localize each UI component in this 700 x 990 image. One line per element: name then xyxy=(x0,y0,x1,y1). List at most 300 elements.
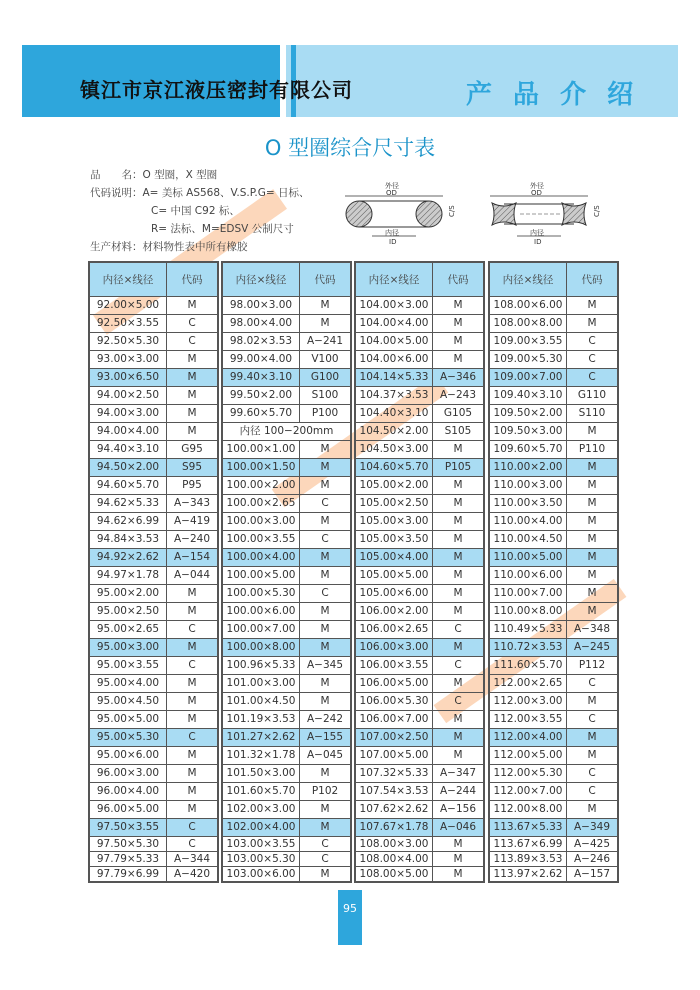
code-cell: M xyxy=(433,549,485,567)
table-row xyxy=(489,495,618,513)
table-header-row xyxy=(89,262,218,297)
size-cell: 110.00×5.00 xyxy=(489,549,567,567)
size-cell: 101.60×5.70 xyxy=(222,783,300,801)
code-cell: P105 xyxy=(433,459,485,477)
size-cell: 94.40×3.10 xyxy=(89,441,167,459)
code-cell: M xyxy=(167,801,219,819)
cs-label: C/S xyxy=(448,205,456,217)
code-cell: M xyxy=(567,747,619,765)
code-cell: G100 xyxy=(300,369,352,387)
table-row xyxy=(489,621,618,639)
column-header-size: 内径×线径 xyxy=(489,262,567,297)
size-cell: 113.67×5.33 xyxy=(489,819,567,837)
table-row xyxy=(355,747,484,765)
size-cell: 96.00×4.00 xyxy=(89,783,167,801)
code-cell: A−241 xyxy=(300,333,352,351)
code-cell: M xyxy=(567,603,619,621)
size-cell: 106.00×2.00 xyxy=(355,603,433,621)
size-cell: 109.00×7.00 xyxy=(489,369,567,387)
code-cell: M xyxy=(167,711,219,729)
size-cell: 98.00×4.00 xyxy=(222,315,300,333)
size-cell: 101.00×3.00 xyxy=(222,675,300,693)
size-cell: 94.00×4.00 xyxy=(89,423,167,441)
size-cell: 95.00×3.00 xyxy=(89,639,167,657)
table-row xyxy=(222,675,351,693)
code-cell: S110 xyxy=(567,405,619,423)
table-row xyxy=(222,387,351,405)
code-cell: P102 xyxy=(300,783,352,801)
size-cell: 104.00×5.00 xyxy=(355,333,433,351)
size-cell: 99.60×5.70 xyxy=(222,405,300,423)
size-table-4 xyxy=(488,261,619,883)
code-cell: M xyxy=(300,693,352,711)
code-cell: C xyxy=(300,531,352,549)
table-row xyxy=(222,603,351,621)
size-cell: 92.50×3.55 xyxy=(89,315,167,333)
table-row xyxy=(489,297,618,315)
code-cell: A−243 xyxy=(433,387,485,405)
code-cell: M xyxy=(300,315,352,333)
code-cell: C xyxy=(567,351,619,369)
table-row xyxy=(355,657,484,675)
code-cell: A−420 xyxy=(167,867,219,883)
size-cell: 106.00×7.00 xyxy=(355,711,433,729)
size-cell: 108.00×3.00 xyxy=(355,837,433,852)
table-row xyxy=(489,513,618,531)
x-ring-diagram xyxy=(490,181,601,246)
size-cell: 101.27×2.62 xyxy=(222,729,300,747)
size-cell: 95.00×2.65 xyxy=(89,621,167,639)
size-cell: 95.00×4.00 xyxy=(89,675,167,693)
id-label-cn: 内径 xyxy=(530,229,544,237)
code-cell: S100 xyxy=(300,387,352,405)
size-cell: 96.00×3.00 xyxy=(89,765,167,783)
size-cell: 107.00×5.00 xyxy=(355,747,433,765)
table-row xyxy=(489,675,618,693)
code-cell: M xyxy=(300,441,352,459)
table-row xyxy=(222,657,351,675)
size-cell: 106.00×3.55 xyxy=(355,657,433,675)
code-cell: M xyxy=(167,351,219,369)
size-table-1 xyxy=(88,261,219,883)
od-label: OD xyxy=(531,189,542,197)
code-cell: C xyxy=(167,819,219,837)
size-cell: 104.40×3.10 xyxy=(355,405,433,423)
code-cell: M xyxy=(300,459,352,477)
table-row xyxy=(489,459,618,477)
size-cell: 106.00×5.30 xyxy=(355,693,433,711)
code-cell: M xyxy=(167,423,219,441)
table-row xyxy=(89,852,218,867)
table-row xyxy=(222,531,351,549)
table-row xyxy=(355,459,484,477)
code-cell: M xyxy=(167,405,219,423)
size-cell: 100.00×2.00 xyxy=(222,477,300,495)
table-row xyxy=(89,603,218,621)
code-cell: M xyxy=(433,513,485,531)
table-row xyxy=(355,852,484,867)
code-cell: C xyxy=(167,333,219,351)
table-row xyxy=(489,711,618,729)
size-cell: 112.00×8.00 xyxy=(489,801,567,819)
code-cell: M xyxy=(300,867,352,883)
size-cell: 95.00×5.00 xyxy=(89,711,167,729)
code-cell: C xyxy=(567,675,619,693)
table-row xyxy=(355,567,484,585)
code-cell: M xyxy=(167,639,219,657)
table-row xyxy=(222,297,351,315)
table-row xyxy=(222,621,351,639)
table-row xyxy=(355,495,484,513)
code-cell: P95 xyxy=(167,477,219,495)
table-row xyxy=(489,657,618,675)
table-row xyxy=(222,867,351,883)
code-cell: A−155 xyxy=(300,729,352,747)
size-cell: 109.00×5.30 xyxy=(489,351,567,369)
table-row xyxy=(89,387,218,405)
size-cell: 100.00×3.00 xyxy=(222,513,300,531)
code-cell: A−348 xyxy=(567,621,619,639)
code-cell: M xyxy=(167,387,219,405)
table-row xyxy=(355,729,484,747)
code-cell: M xyxy=(433,747,485,765)
table-row xyxy=(222,333,351,351)
table-row xyxy=(355,585,484,603)
code-cell: M xyxy=(167,747,219,765)
code-cell: M xyxy=(433,852,485,867)
size-cell: 105.00×6.00 xyxy=(355,585,433,603)
code-cell: C xyxy=(567,711,619,729)
size-cell: 94.50×2.00 xyxy=(89,459,167,477)
code-cell: A−046 xyxy=(433,819,485,837)
table-row xyxy=(89,441,218,459)
size-table-2 xyxy=(221,261,352,883)
size-cell: 94.62×6.99 xyxy=(89,513,167,531)
table-row xyxy=(89,477,218,495)
code-cell: A−245 xyxy=(567,639,619,657)
id-label: ID xyxy=(534,238,542,246)
size-cell: 113.97×2.62 xyxy=(489,867,567,883)
table-row xyxy=(355,675,484,693)
size-cell: 105.00×2.50 xyxy=(355,495,433,513)
size-cell: 100.00×2.65 xyxy=(222,495,300,513)
size-cell: 98.02×3.53 xyxy=(222,333,300,351)
size-cell: 104.60×5.70 xyxy=(355,459,433,477)
table-row xyxy=(355,369,484,387)
code-cell: M xyxy=(433,675,485,693)
size-cell: 108.00×4.00 xyxy=(355,852,433,867)
table-row xyxy=(89,657,218,675)
code-cell: M xyxy=(567,513,619,531)
size-cell: 98.00×3.00 xyxy=(222,297,300,315)
table-row xyxy=(489,423,618,441)
code-cell: A−349 xyxy=(567,819,619,837)
size-cell: 101.00×4.50 xyxy=(222,693,300,711)
size-cell: 93.00×6.50 xyxy=(89,369,167,387)
table-row xyxy=(489,852,618,867)
table-row xyxy=(489,867,618,883)
size-cell: 112.00×7.00 xyxy=(489,783,567,801)
size-cell: 106.00×3.00 xyxy=(355,639,433,657)
column-header-code: 代码 xyxy=(167,262,219,297)
size-cell: 103.00×5.30 xyxy=(222,852,300,867)
size-cell: 107.00×2.50 xyxy=(355,729,433,747)
table-header-row xyxy=(489,262,618,297)
code-cell: C xyxy=(567,765,619,783)
table-row xyxy=(89,711,218,729)
code-cell: A−344 xyxy=(167,852,219,867)
cs-label: C/S xyxy=(593,205,601,217)
table-row xyxy=(222,837,351,852)
id-label-cn: 内径 xyxy=(385,229,399,237)
size-cell: 95.00×2.00 xyxy=(89,585,167,603)
code-cell: M xyxy=(167,585,219,603)
section-title: 产 品 介 绍 xyxy=(466,80,640,110)
table-row xyxy=(222,747,351,765)
table-row xyxy=(355,621,484,639)
code-cell: A−419 xyxy=(167,513,219,531)
code-cell: M xyxy=(567,693,619,711)
table-row xyxy=(489,333,618,351)
table-row xyxy=(222,405,351,423)
page-number: 95 xyxy=(338,890,362,945)
column-header-size: 内径×线径 xyxy=(222,262,300,297)
code-cell: M xyxy=(567,477,619,495)
table-row xyxy=(222,495,351,513)
size-cell: 112.00×3.55 xyxy=(489,711,567,729)
table-row xyxy=(89,531,218,549)
table-row xyxy=(489,765,618,783)
size-cell: 107.32×5.33 xyxy=(355,765,433,783)
size-cell: 108.00×5.00 xyxy=(355,867,433,883)
table-row xyxy=(355,351,484,369)
code-cell: M xyxy=(433,711,485,729)
table-row xyxy=(355,315,484,333)
size-cell: 112.00×4.00 xyxy=(489,729,567,747)
table-row xyxy=(222,801,351,819)
table-row xyxy=(222,315,351,333)
size-cell: 104.00×4.00 xyxy=(355,315,433,333)
size-cell: 95.00×4.50 xyxy=(89,693,167,711)
table-row xyxy=(89,333,218,351)
table-row xyxy=(89,495,218,513)
od-label-cn: 外径 xyxy=(530,182,544,190)
code-cell: A−045 xyxy=(300,747,352,765)
code-cell: A−157 xyxy=(567,867,619,883)
table-row xyxy=(89,639,218,657)
code-cell: M xyxy=(433,495,485,513)
code-cell: M xyxy=(300,513,352,531)
size-cell: 109.60×5.70 xyxy=(489,441,567,459)
table-row xyxy=(222,783,351,801)
size-cell: 100.96×5.33 xyxy=(222,657,300,675)
table-row xyxy=(489,837,618,852)
size-cell: 109.40×3.10 xyxy=(489,387,567,405)
size-cell: 105.00×5.00 xyxy=(355,567,433,585)
size-cell: 94.00×3.00 xyxy=(89,405,167,423)
table-row xyxy=(355,867,484,883)
size-cell: 109.00×3.55 xyxy=(489,333,567,351)
size-cell: 93.00×3.00 xyxy=(89,351,167,369)
size-cell: 105.00×3.00 xyxy=(355,513,433,531)
size-cell: 100.00×8.00 xyxy=(222,639,300,657)
size-cell: 102.00×3.00 xyxy=(222,801,300,819)
code-cell: A−345 xyxy=(300,657,352,675)
code-cell: A−240 xyxy=(167,531,219,549)
code-cell: C xyxy=(300,585,352,603)
code-cell: G110 xyxy=(567,387,619,405)
table-row xyxy=(222,513,351,531)
code-cell: S105 xyxy=(433,423,485,441)
table-row xyxy=(489,567,618,585)
table-row xyxy=(355,477,484,495)
table-row xyxy=(222,351,351,369)
table-row xyxy=(89,867,218,883)
code-cell: M xyxy=(433,567,485,585)
size-cell: 112.00×3.00 xyxy=(489,693,567,711)
code-cell: M xyxy=(433,585,485,603)
table-row xyxy=(489,603,618,621)
size-cell: 105.00×3.50 xyxy=(355,531,433,549)
table-row xyxy=(355,513,484,531)
size-cell: 99.50×2.00 xyxy=(222,387,300,405)
table-row xyxy=(89,693,218,711)
code-cell: M xyxy=(300,621,352,639)
table-row xyxy=(222,585,351,603)
table-row xyxy=(355,783,484,801)
code-cell: A−343 xyxy=(167,495,219,513)
size-cell: 101.50×3.00 xyxy=(222,765,300,783)
size-cell: 110.49×5.33 xyxy=(489,621,567,639)
code-cell: M xyxy=(433,477,485,495)
size-cell: 94.84×3.53 xyxy=(89,531,167,549)
table-header-row xyxy=(222,262,351,297)
size-cell: 104.00×6.00 xyxy=(355,351,433,369)
size-cell: 97.79×5.33 xyxy=(89,852,167,867)
code-cell: C xyxy=(167,621,219,639)
size-cell: 110.00×7.00 xyxy=(489,585,567,603)
code-cell: M xyxy=(167,369,219,387)
size-cell: 94.62×5.33 xyxy=(89,495,167,513)
code-cell: M xyxy=(300,819,352,837)
size-cell: 110.00×4.50 xyxy=(489,531,567,549)
code-cell: M xyxy=(433,351,485,369)
size-cell: 113.67×6.99 xyxy=(489,837,567,852)
table-row xyxy=(89,783,218,801)
size-cell: 94.92×2.62 xyxy=(89,549,167,567)
id-label: ID xyxy=(389,238,397,246)
column-header-code: 代码 xyxy=(300,262,352,297)
code-cell: M xyxy=(167,783,219,801)
size-cell: 92.50×5.30 xyxy=(89,333,167,351)
code-cell: A−044 xyxy=(167,567,219,585)
code-cell: C xyxy=(567,369,619,387)
size-cell: 111.60×5.70 xyxy=(489,657,567,675)
code-cell: C xyxy=(167,729,219,747)
table-row xyxy=(222,729,351,747)
table-row xyxy=(355,387,484,405)
table-row xyxy=(489,747,618,765)
code-cell: M xyxy=(567,567,619,585)
code-cell: M xyxy=(167,297,219,315)
table-row xyxy=(89,351,218,369)
table-row xyxy=(222,441,351,459)
table-row xyxy=(355,333,484,351)
size-cell: 100.00×5.30 xyxy=(222,585,300,603)
o-ring-diagram xyxy=(345,181,456,246)
table-row xyxy=(222,567,351,585)
size-cell: 97.50×5.30 xyxy=(89,837,167,852)
size-cell: 108.00×6.00 xyxy=(489,297,567,315)
size-cell: 92.00×5.00 xyxy=(89,297,167,315)
size-cell: 95.00×6.00 xyxy=(89,747,167,765)
size-cell: 112.00×5.30 xyxy=(489,765,567,783)
size-cell: 102.00×4.00 xyxy=(222,819,300,837)
size-cell: 108.00×8.00 xyxy=(489,315,567,333)
size-cell: 104.50×2.00 xyxy=(355,423,433,441)
size-cell: 100.00×1.00 xyxy=(222,441,300,459)
table-row xyxy=(89,315,218,333)
table-row xyxy=(222,477,351,495)
code-cell: C xyxy=(300,852,352,867)
table-row xyxy=(355,549,484,567)
table-row xyxy=(489,819,618,837)
size-cell: 110.00×3.50 xyxy=(489,495,567,513)
code-cell: M xyxy=(433,297,485,315)
code-explanation: 代码说明：A= 美标 AS568、V.S.P.G= 日标、 xyxy=(90,187,310,199)
code-cell: C xyxy=(433,657,485,675)
table-row xyxy=(89,585,218,603)
table-row xyxy=(89,513,218,531)
product-info xyxy=(90,166,310,256)
table-row xyxy=(89,675,218,693)
table-row xyxy=(89,837,218,852)
code-cell: M xyxy=(433,531,485,549)
code-cell: M xyxy=(300,765,352,783)
size-cell: 109.50×3.00 xyxy=(489,423,567,441)
code-cell: G95 xyxy=(167,441,219,459)
size-cell: 94.60×5.70 xyxy=(89,477,167,495)
size-cell: 97.50×3.55 xyxy=(89,819,167,837)
table-row xyxy=(222,639,351,657)
size-cell: 104.50×3.00 xyxy=(355,441,433,459)
size-cell: 107.62×2.62 xyxy=(355,801,433,819)
size-cell: 99.00×4.00 xyxy=(222,351,300,369)
size-cell: 110.00×3.00 xyxy=(489,477,567,495)
table-row xyxy=(89,729,218,747)
table-row xyxy=(89,801,218,819)
table-row xyxy=(89,297,218,315)
code-cell: A−154 xyxy=(167,549,219,567)
table-row xyxy=(89,405,218,423)
table-row xyxy=(489,801,618,819)
code-explanation: C= 中国 C92 标、 xyxy=(151,205,240,217)
table-row xyxy=(222,852,351,867)
column-header-size: 内径×线径 xyxy=(89,262,167,297)
code-cell: M xyxy=(300,297,352,315)
code-cell: M xyxy=(300,549,352,567)
code-cell: M xyxy=(567,549,619,567)
table-row xyxy=(89,459,218,477)
size-cell: 100.00×4.00 xyxy=(222,549,300,567)
code-cell: A−425 xyxy=(567,837,619,852)
size-cell: 95.00×2.50 xyxy=(89,603,167,621)
size-cell: 104.00×3.00 xyxy=(355,297,433,315)
table-row xyxy=(89,819,218,837)
code-cell: M xyxy=(567,315,619,333)
size-cell: 100.00×1.50 xyxy=(222,459,300,477)
table-row xyxy=(222,711,351,729)
